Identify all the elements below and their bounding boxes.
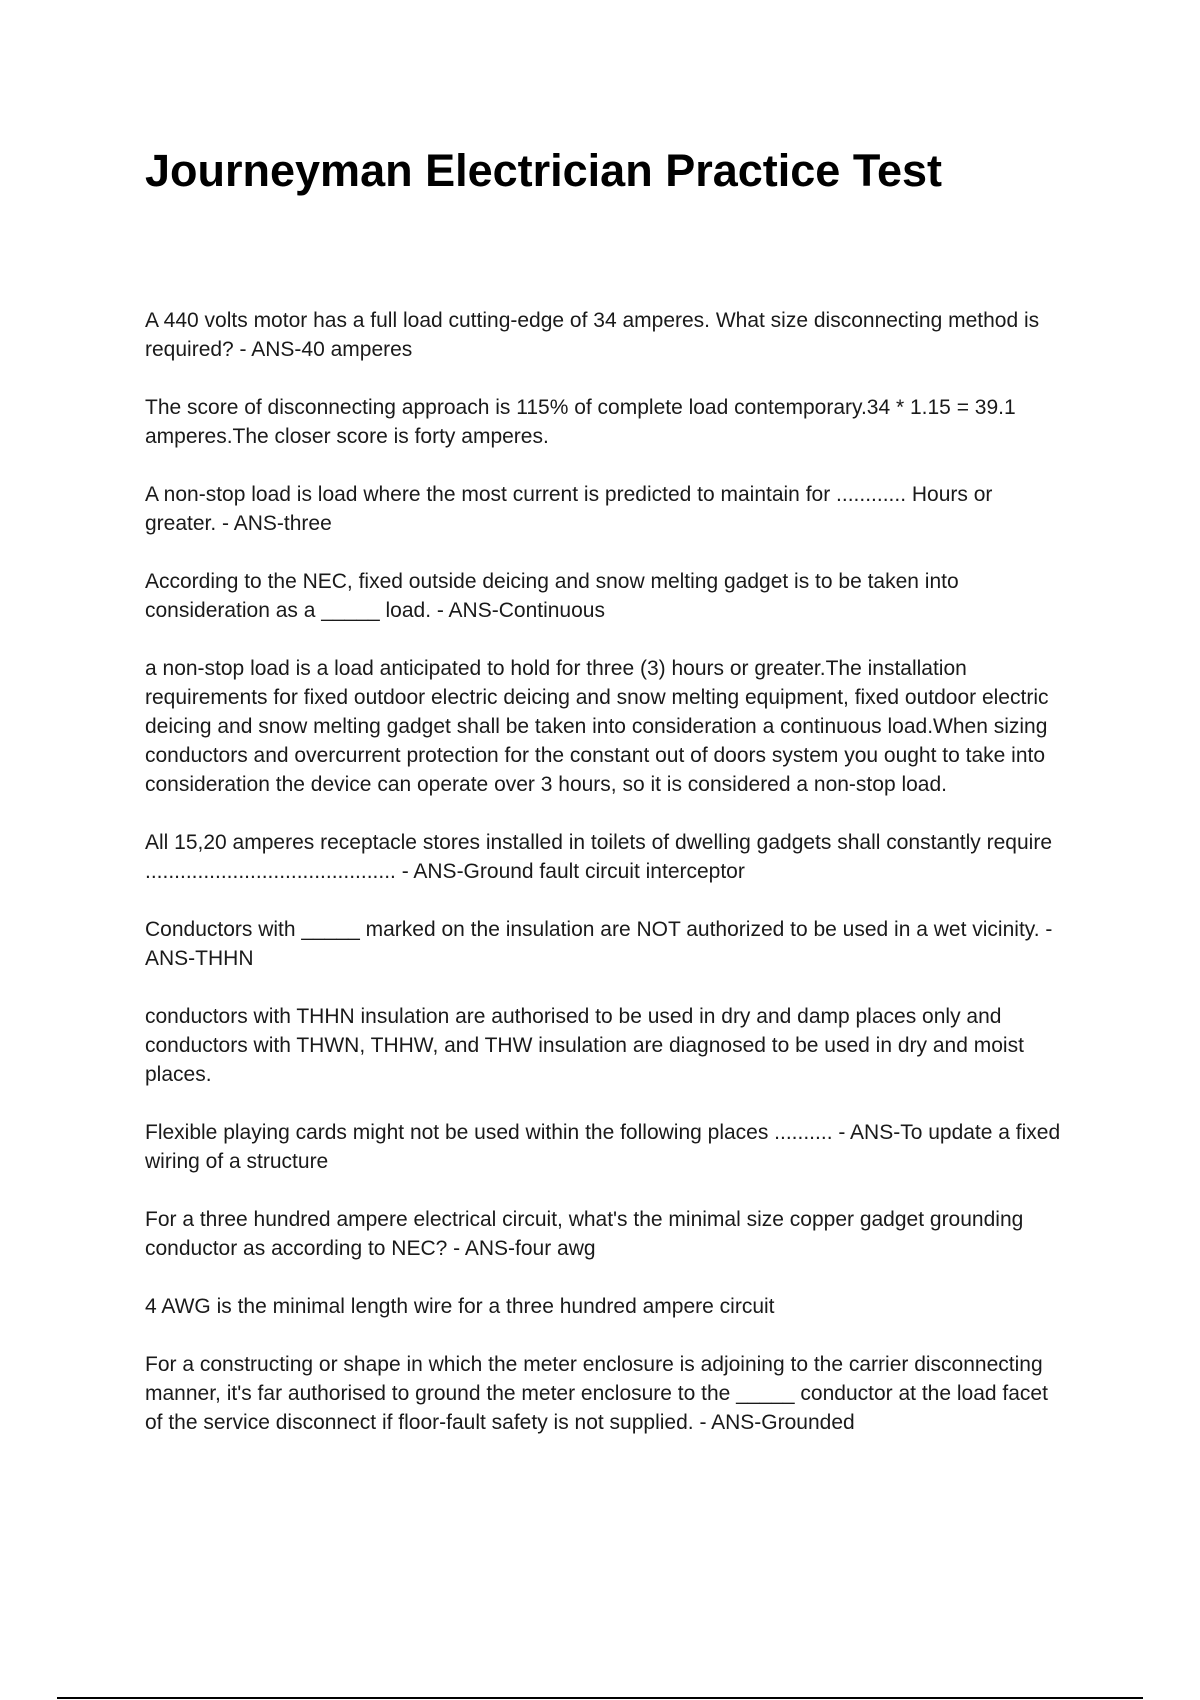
paragraph-3: A non-stop load is load where the most current is predicted to maintain for ............ Hours or greater. - ANS-three xyxy=(145,483,993,535)
paragraph-6: All 15,20 amperes receptacle stores installed in toilets of dwelling gadgets shall constantly require ........................................... - ANS-Ground fault circuit interceptor xyxy=(145,831,1052,883)
paragraph-2: The score of disconnecting approach is 115% of complete load contemporary.34 * 1.15 = 39.1 amperes.The closer score is forty amperes. xyxy=(145,396,1016,448)
paragraph-12: For a constructing or shape in which the meter enclosure is adjoining to the carrier disconnecting manner, it's far authorised to ground the meter enclosure to the _____ conductor at the load facet of the service disconnect if floor-fault safety is not supplied. - ANS-Grounded xyxy=(145,1353,1048,1434)
paragraph-1: A 440 volts motor has a full load cutting-edge of 34 amperes. What size disconnecting method is required? - ANS-40 amperes xyxy=(145,309,1040,361)
paragraph-10: For a three hundred ampere electrical circuit, what's the minimal size copper gadget grounding conductor as according to NEC? - ANS-four awg xyxy=(145,1208,1024,1260)
page-bottom-rule xyxy=(57,1697,1143,1699)
paragraph-5: a non-stop load is a load anticipated to hold for three (3) hours or greater.The installation requirements for fixed outdoor electric deicing and snow melting equipment, fixed outdoor electric deicing and snow melting gadget shall be taken into consideration a continuous load.When sizing conductors and overcurrent protection for the constant out of doors system you ought to take into consideration the device can operate over 3 hours, so it is considered a non-stop load. xyxy=(145,657,1049,796)
paragraph-9: Flexible playing cards might not be used within the following places .......... - ANS-To update a fixed wiring of a structure xyxy=(145,1121,1061,1173)
paragraph-8: conductors with THHN insulation are authorised to be used in dry and damp places only and conductors with THWN, THHW, and THW insulation are diagnosed to be used in dry and moist places. xyxy=(145,1005,1024,1086)
document-title: Journeyman Electrician Practice Test xyxy=(145,145,943,196)
document-body xyxy=(145,306,1065,1466)
paragraph-11: 4 AWG is the minimal length wire for a three hundred ampere circuit xyxy=(145,1295,775,1318)
paragraph-7: Conductors with _____ marked on the insulation are NOT authorized to be used in a wet vicinity. - ANS-THHN xyxy=(145,918,1053,970)
paragraph-4: According to the NEC, fixed outside deicing and snow melting gadget is to be taken into consideration as a _____ load. - ANS-Continuous xyxy=(145,570,959,622)
